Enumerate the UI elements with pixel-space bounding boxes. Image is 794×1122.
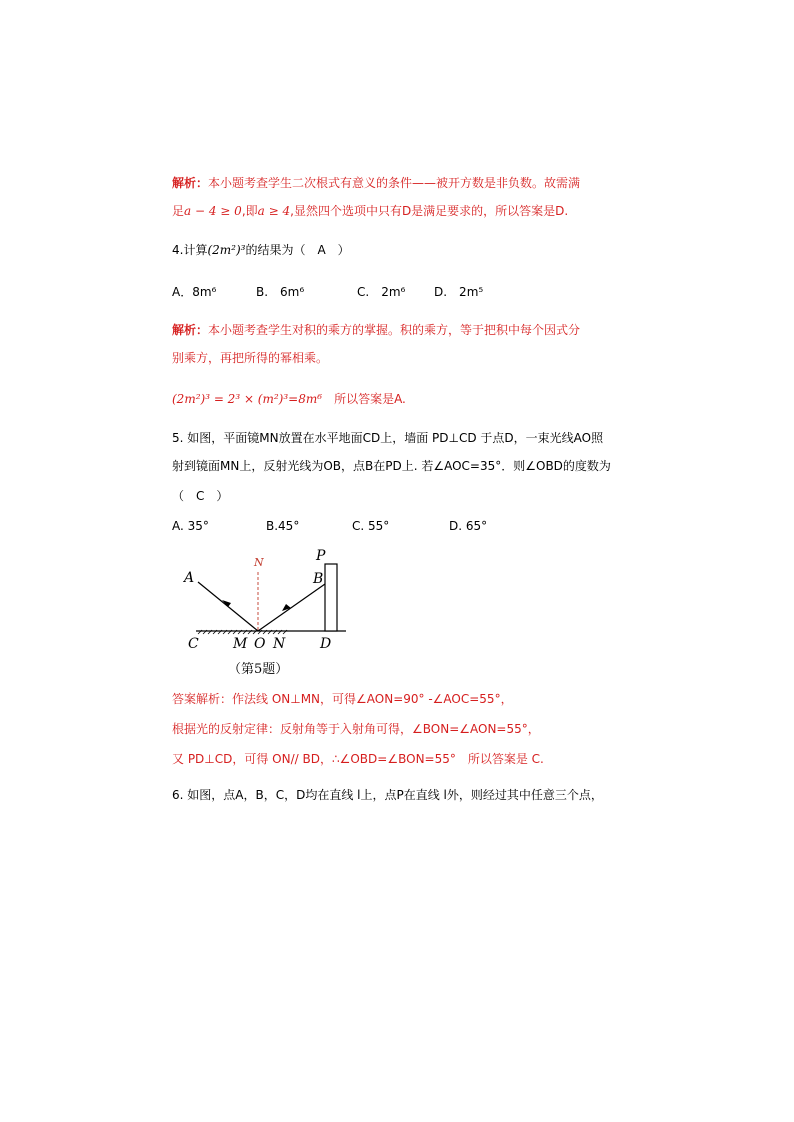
- q4-analysis-math: (2m²)³ = 2³ × (m²)³=8m⁶: [172, 392, 323, 406]
- q5-stem-line3: （ C ）: [172, 489, 229, 503]
- label-a: A: [184, 570, 195, 586]
- q4-stem-expression: (2m²)³: [207, 243, 246, 257]
- label-m: M: [233, 636, 248, 652]
- q4-analysis-line2: 别乘方，再把所得的幂相乘。: [172, 351, 329, 365]
- q5-option-c: C. 55°: [352, 519, 390, 533]
- q4-analysis-label: 解析：: [172, 323, 209, 337]
- q3-analysis-line2: [172, 203, 568, 219]
- q5-option-b: B.45°: [266, 519, 300, 533]
- label-b: B: [313, 571, 324, 587]
- q5-stem-line2: 射到镜面MN上，反射光线为OB，点B在PD上. 若∠AOC=35°．则∠OBD的度数为: [172, 459, 611, 473]
- q6-stem-line1: 6. 如图，点A，B，C，D均在直线 l上，点P在直线 l外，则经过其中任意三个点，: [172, 788, 603, 802]
- q3-math-condition: a − 4 ≥ 0: [184, 204, 242, 218]
- q4-stem: [172, 242, 350, 258]
- reflected-ray-arrow: [282, 604, 291, 611]
- q3-analysis-text2b: ,即: [241, 204, 258, 218]
- label-n-bottom: N: [273, 636, 286, 652]
- q4-stem-suffix: 的结果为（ A ）: [245, 243, 350, 257]
- figure-caption: （第5题）: [228, 662, 289, 677]
- wall-pd: [325, 564, 337, 631]
- q4-option-b: B. 6m⁶: [256, 285, 305, 299]
- q4-option-c: C. 2m⁶: [357, 285, 406, 299]
- label-d: D: [320, 636, 332, 652]
- q5-option-d: D. 65°: [449, 519, 488, 533]
- q3-analysis-text2a: 足: [172, 204, 185, 218]
- q5-answer-line1: 答案解析：作法线 ON⊥MN，可得∠AON=90° -∠AOC=55°，: [172, 692, 513, 706]
- q4-analysis-text1: 本小题考查学生对积的乘方的掌握。积的乘方，等于把积中每个因式分: [208, 323, 581, 337]
- q5-answer-line2: 根据光的反射定律：反射角等于入射角可得，∠BON=∠AON=55°，: [172, 722, 540, 736]
- q5-mirror-figure: [178, 544, 358, 654]
- q4-analysis-conclusion: 所以答案是A.: [322, 392, 406, 406]
- q4-option-d: D. 2m⁵: [434, 285, 484, 299]
- q5-stem-line1: 5. 如图，平面镜MN放置在水平地面CD上，墙面 PD⊥CD 于点D，一束光线AO照: [172, 431, 604, 445]
- label-c: C: [188, 636, 199, 652]
- q5-option-a: A. 35°: [172, 519, 209, 533]
- q4-analysis-line3: [172, 391, 406, 407]
- q3-analysis-line1: [172, 175, 580, 191]
- label-p: P: [316, 548, 326, 564]
- label-o: O: [254, 636, 266, 652]
- q4-stem-prefix: 4.计算: [172, 243, 208, 257]
- q5-answer-line3: 又 PD⊥CD，可得 ON// BD，∴∠OBD=∠BON=55° 所以答案是 C.: [172, 752, 544, 766]
- q3-analysis-label: 解析：: [172, 176, 209, 190]
- q3-math-result: a ≥ 4: [257, 204, 291, 218]
- q4-option-a: A．8m⁶: [172, 285, 217, 299]
- reflected-ray-ob: [258, 584, 325, 631]
- q3-analysis-text1: 本小题考查学生二次根式有意义的条件——被开方数是非负数。故需满: [208, 176, 581, 190]
- q4-analysis-line1: [172, 322, 580, 338]
- label-n-top: N: [254, 556, 264, 569]
- q3-analysis-text2c: ,显然四个选项中只有D是满足要求的，所以答案是D.: [290, 204, 569, 218]
